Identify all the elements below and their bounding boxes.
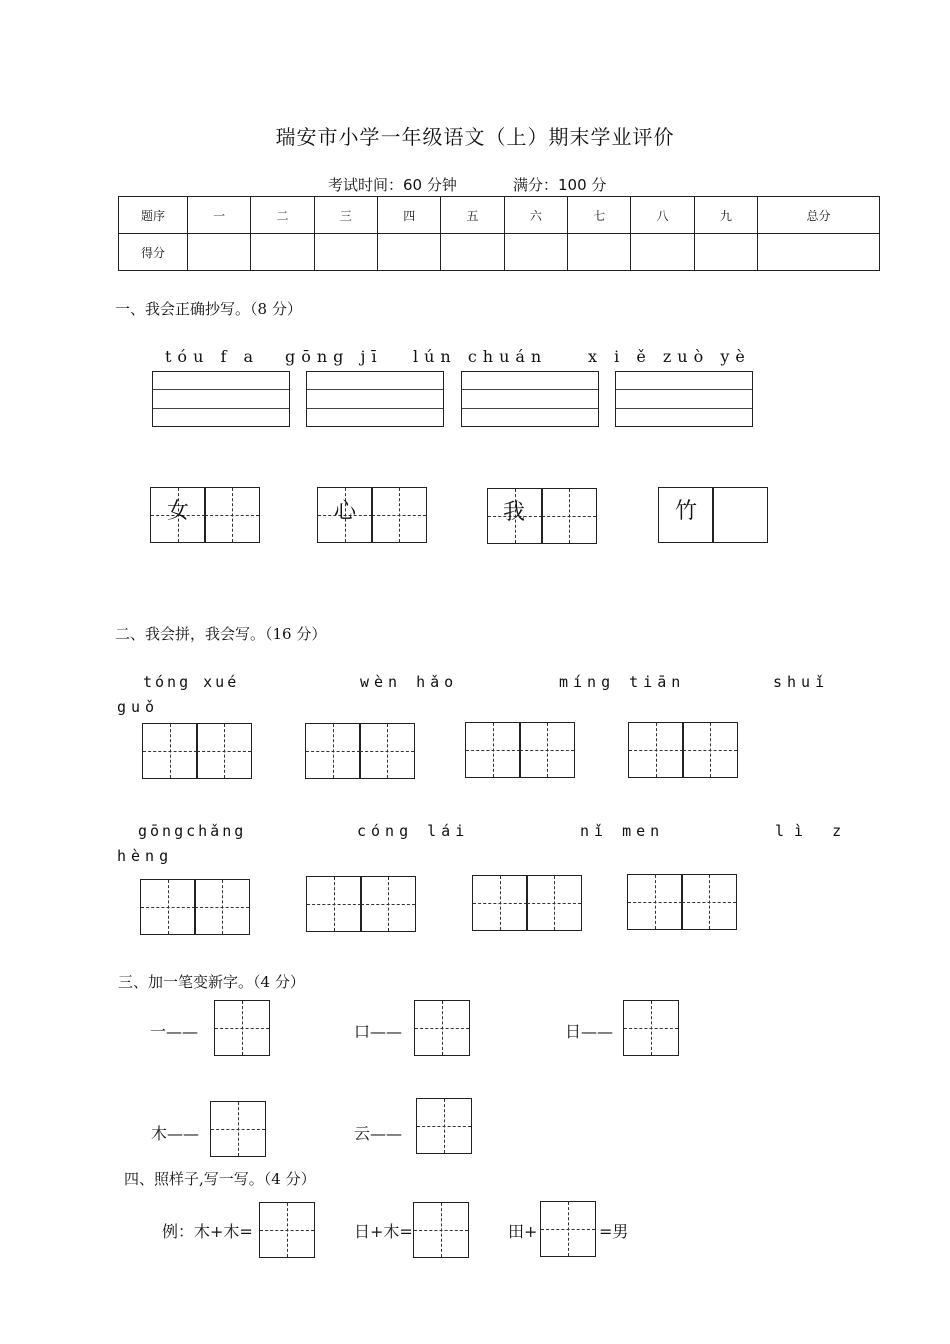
four-line-box[interactable] [615,371,753,427]
pinyin-1: tóu f a [165,347,259,366]
score-table-row-label: 题序 [119,197,188,234]
score-col-4: 四 [378,197,441,234]
writing-cell[interactable] [414,1000,470,1056]
section3-heading: 三、加一笔变新字。（4 分） [118,973,305,991]
writing-cell[interactable] [204,487,260,543]
page-title: 瑞安市小学一年级语文（上）期末学业评价 [275,125,675,149]
pinyin: tóng xué [143,673,240,691]
score-col-8: 八 [631,197,694,234]
score-col-9: 九 [694,197,757,234]
pinyin-4: x i ě zuò yè [588,347,751,366]
pinyin-2: gōng jī [285,347,383,366]
add-stroke-item: 日—— [565,1022,614,1041]
writing-cell[interactable] [416,1098,472,1154]
writing-cell[interactable] [712,487,768,543]
writing-cell[interactable] [140,879,196,935]
compose-item-prefix: 田+ [508,1222,538,1241]
full-score: 满分：100 分 [513,176,607,194]
pinyin-wrap: guǒ [117,698,160,716]
writing-cell[interactable] [541,488,597,544]
exam-time: 考试时间：60 分钟 [328,176,457,194]
model-char: 心 [334,499,357,524]
pinyin: lì z [775,822,852,840]
writing-cell[interactable] [259,1202,315,1258]
score-cell[interactable] [188,234,251,271]
score-col-1: 一 [188,197,251,234]
writing-cell[interactable] [305,723,361,779]
model-char: 竹 [675,499,698,524]
writing-cell[interactable] [210,1101,266,1157]
score-cell[interactable] [314,234,377,271]
score-col-3: 三 [314,197,377,234]
add-stroke-item: 云—— [354,1124,403,1143]
writing-cell[interactable] [360,876,416,932]
score-cell[interactable] [378,234,441,271]
pinyin: shuǐ [773,673,830,691]
writing-cell[interactable] [371,487,427,543]
score-cell[interactable] [758,234,880,271]
writing-cell[interactable] [681,874,737,930]
score-cell[interactable] [631,234,694,271]
writing-cell[interactable] [627,874,683,930]
section1-heading: 一、我会正确抄写。（8 分） [115,300,302,318]
model-char: 女 [167,499,190,524]
writing-cell[interactable] [306,876,362,932]
add-stroke-item: 口—— [354,1022,403,1041]
score-col-6: 六 [504,197,567,234]
writing-cell[interactable] [526,875,582,931]
add-stroke-item: 一—— [150,1022,199,1041]
writing-cell[interactable] [540,1201,596,1257]
writing-cell[interactable] [682,722,738,778]
pinyin: gōngchǎng [138,822,247,840]
pinyin: wèn hǎo [360,673,459,691]
score-col-5: 五 [441,197,504,234]
score-cell[interactable] [441,234,504,271]
pinyin-3: lún chuán [413,347,548,366]
writing-cell[interactable] [214,1000,270,1056]
score-cell[interactable] [504,234,567,271]
writing-cell[interactable] [623,1000,679,1056]
score-table-row-label: 得分 [119,234,188,271]
example-label: 例：木+木= [162,1222,253,1241]
pinyin-wrap: hèng [117,847,174,865]
writing-cell[interactable] [472,875,528,931]
compose-item-suffix: =男 [599,1222,629,1241]
writing-cell[interactable] [194,879,250,935]
pinyin: míng tiān [559,673,686,691]
compose-item: 日+木= [354,1222,413,1241]
writing-cell[interactable] [628,722,684,778]
writing-cell[interactable] [196,723,252,779]
score-cell[interactable] [694,234,757,271]
writing-cell[interactable] [413,1202,469,1258]
score-cell[interactable] [251,234,314,271]
add-stroke-item: 木—— [151,1124,200,1143]
writing-cell[interactable] [359,723,415,779]
score-table [118,196,880,271]
section4-heading: 四、照样子,写一写。（4 分） [124,1170,316,1188]
score-col-7: 七 [568,197,631,234]
score-cell[interactable] [568,234,631,271]
pinyin: cóng lái [357,822,470,840]
score-col-2: 二 [251,197,314,234]
pinyin: nǐ men [580,822,665,840]
section2-heading: 二、我会拼，我会写。（16 分） [115,625,327,643]
four-line-box[interactable] [461,371,599,427]
four-line-box[interactable] [152,371,290,427]
writing-cell[interactable] [465,722,521,778]
writing-cell[interactable] [519,722,575,778]
writing-cell[interactable] [142,723,198,779]
score-col-total: 总分 [758,197,880,234]
model-char: 我 [503,500,526,525]
four-line-box[interactable] [306,371,444,427]
